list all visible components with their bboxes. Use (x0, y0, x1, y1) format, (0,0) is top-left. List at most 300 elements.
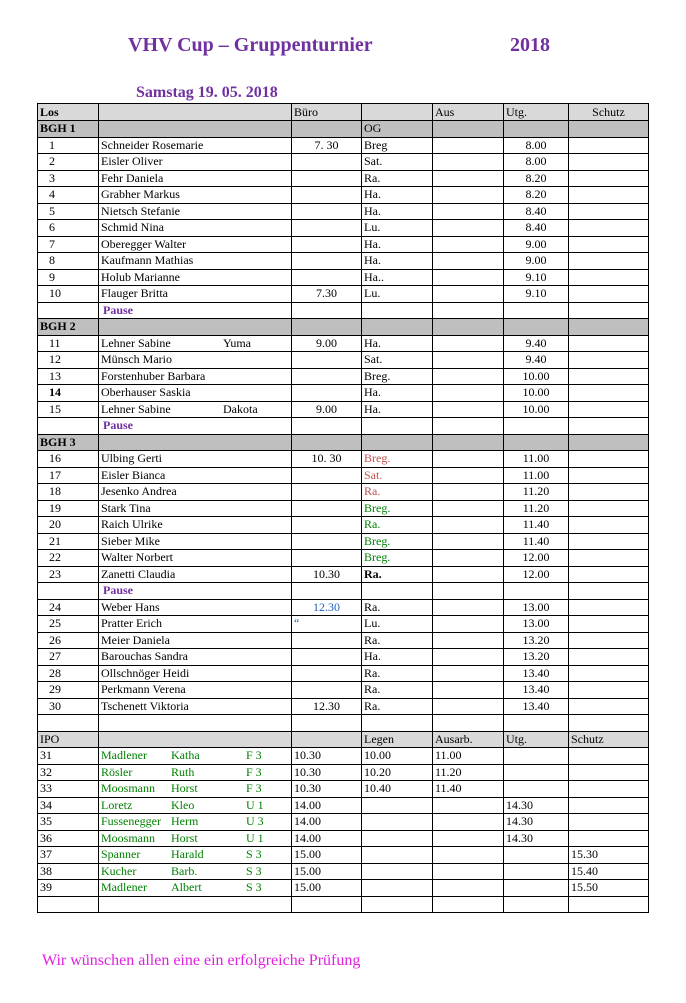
table-row (38, 484, 649, 501)
los-number: 24 (38, 599, 99, 616)
schutz-time (569, 764, 649, 781)
ipo-last-name: Loretz (101, 797, 133, 812)
buero-time (292, 236, 362, 253)
buero-time (292, 550, 362, 567)
participant-name: Barouchas Sandra (99, 649, 292, 666)
schutz-value (569, 467, 649, 484)
buero-time: 10.30 (292, 748, 362, 765)
legen-time (362, 847, 433, 864)
table-row (38, 335, 649, 352)
og-value: Lu. (362, 286, 433, 303)
empty-cell (362, 715, 433, 732)
ausarb-time (433, 797, 504, 814)
group-empty (99, 434, 292, 451)
utg-time: 9.40 (504, 335, 569, 352)
og-value: Ra. (362, 632, 433, 649)
participant-name: Münsch Mario (99, 352, 292, 369)
ipo-legen-header: Legen (362, 731, 433, 748)
utg-time: 13.40 (504, 682, 569, 699)
los-number: 31 (38, 748, 99, 765)
aus-value (433, 203, 504, 220)
pause-empty (569, 583, 649, 600)
ipo-header-row (38, 731, 649, 748)
empty-cell (433, 896, 504, 913)
schutz-value (569, 599, 649, 616)
ipo-row (38, 814, 649, 831)
table-row (38, 550, 649, 567)
utg-time: 12.00 (504, 550, 569, 567)
schutz-value (569, 550, 649, 567)
ipo-first-name: Katha (171, 748, 200, 763)
los-number: 22 (38, 550, 99, 567)
utg-time: 8.00 (504, 154, 569, 171)
handler-name: Lehner Sabine (101, 335, 171, 350)
ipo-class: S 3 (246, 880, 262, 895)
group-og (362, 319, 433, 336)
ipo-row (38, 847, 649, 864)
ipo-participant (99, 880, 292, 897)
utg-time (504, 781, 569, 798)
col-utg: Utg. (504, 104, 569, 121)
los-number: 33 (38, 781, 99, 798)
pause-empty (362, 583, 433, 600)
schutz-value (569, 368, 649, 385)
ausarb-time (433, 814, 504, 831)
aus-value (433, 385, 504, 402)
ipo-utg-header: Utg. (504, 731, 569, 748)
los-number: 9 (38, 269, 99, 286)
og-value: Ha.. (362, 269, 433, 286)
ipo-empty (99, 731, 292, 748)
utg-time: 8.40 (504, 203, 569, 220)
aus-value (433, 451, 504, 468)
aus-value (433, 500, 504, 517)
aus-value (433, 698, 504, 715)
schutz-time (569, 748, 649, 765)
schutz-value (569, 682, 649, 699)
los-number: 20 (38, 517, 99, 534)
ausarb-time (433, 847, 504, 864)
utg-time: 13.40 (504, 698, 569, 715)
pause-row (38, 418, 649, 435)
aus-value (433, 632, 504, 649)
ausarb-time: 11.40 (433, 781, 504, 798)
buero-time (292, 682, 362, 699)
table-row (38, 616, 649, 633)
buero-time (292, 368, 362, 385)
group-empty (433, 319, 504, 336)
schutz-value (569, 269, 649, 286)
header-row (38, 104, 649, 121)
ipo-first-name: Horst (171, 830, 198, 845)
ipo-first-name: Albert (171, 880, 202, 895)
group-empty (504, 434, 569, 451)
ausarb-time (433, 880, 504, 897)
og-value: Ra. (362, 682, 433, 699)
aus-value (433, 286, 504, 303)
utg-time: 9.40 (504, 352, 569, 369)
aus-value (433, 368, 504, 385)
los-number: 37 (38, 847, 99, 864)
pause-empty (292, 302, 362, 319)
og-value: Ha. (362, 253, 433, 270)
buero-time: 10.30 (292, 566, 362, 583)
table-row (38, 451, 649, 468)
schutz-time (569, 797, 649, 814)
participant-name: Pratter Erich (99, 616, 292, 633)
og-value: Lu. (362, 616, 433, 633)
group-label: BGH 2 (38, 319, 99, 336)
buero-time (292, 253, 362, 270)
og-value: Ra. (362, 484, 433, 501)
buero-time (292, 533, 362, 550)
pause-empty (362, 302, 433, 319)
pause-row (38, 302, 649, 319)
participant-name: Oberegger Walter (99, 236, 292, 253)
utg-time: 10.00 (504, 368, 569, 385)
ipo-last-name: Madlener (101, 880, 147, 895)
utg-time: 9.10 (504, 269, 569, 286)
los-number: 10 (38, 286, 99, 303)
og-value: Ra. (362, 170, 433, 187)
schutz-value (569, 220, 649, 237)
empty-cell (292, 715, 362, 732)
participant-name: Oberhauser Saskia (99, 385, 292, 402)
ipo-class: F 3 (246, 781, 262, 796)
pause-empty (292, 583, 362, 600)
group-label: BGH 3 (38, 434, 99, 451)
og-value: Ha. (362, 335, 433, 352)
los-number: 39 (38, 880, 99, 897)
utg-time: 9.00 (504, 253, 569, 270)
aus-value (433, 550, 504, 567)
schutz-value (569, 253, 649, 270)
ipo-empty (292, 731, 362, 748)
schutz-time: 15.30 (569, 847, 649, 864)
table-row (38, 401, 649, 418)
buero-time: 15.00 (292, 880, 362, 897)
ausarb-time: 11.20 (433, 764, 504, 781)
los-number: 23 (38, 566, 99, 583)
los-number: 16 (38, 451, 99, 468)
page-year: 2018 (510, 34, 550, 56)
aus-value (433, 187, 504, 204)
schutz-value (569, 137, 649, 154)
ipo-last-name: Kucher (101, 863, 137, 878)
los-number: 28 (38, 665, 99, 682)
ipo-participant (99, 830, 292, 847)
group-row (38, 434, 649, 451)
aus-value (433, 467, 504, 484)
footer-note: Wir wünschen allen eine ein erfolgreiche Prüfung (42, 952, 361, 969)
ipo-participant (99, 764, 292, 781)
og-value: Breg. (362, 533, 433, 550)
legen-time (362, 830, 433, 847)
aus-value (433, 682, 504, 699)
table-row (38, 187, 649, 204)
og-value: Ra. (362, 566, 433, 583)
participant-name: Tschenett Viktoria (99, 698, 292, 715)
utg-time: 8.00 (504, 137, 569, 154)
buero-time (292, 170, 362, 187)
og-value: Ha. (362, 187, 433, 204)
og-value: Ra. (362, 517, 433, 534)
los-number: 13 (38, 368, 99, 385)
table-row (38, 352, 649, 369)
table-row (38, 236, 649, 253)
participant-name (99, 401, 292, 418)
group-empty (569, 121, 649, 138)
schedule-table (37, 103, 649, 913)
ipo-class: S 3 (246, 863, 262, 878)
aus-value (433, 253, 504, 270)
pause-empty (362, 418, 433, 435)
los-number: 17 (38, 467, 99, 484)
legen-time (362, 863, 433, 880)
pause-empty (504, 418, 569, 435)
participant-name: Weber Hans (99, 599, 292, 616)
participant-name: Forstenhuber Barbara (99, 368, 292, 385)
utg-time: 11.40 (504, 533, 569, 550)
ipo-label: IPO (38, 731, 99, 748)
schutz-value (569, 286, 649, 303)
group-empty (569, 434, 649, 451)
ipo-ausarb-header: Ausarb. (433, 731, 504, 748)
participant-name: Walter Norbert (99, 550, 292, 567)
buero-time (292, 203, 362, 220)
buero-time: 10.30 (292, 764, 362, 781)
buero-time: 9.00 (292, 401, 362, 418)
group-row (38, 121, 649, 138)
aus-value (433, 517, 504, 534)
participant-name: Grabher Markus (99, 187, 292, 204)
participant-name: Meier Daniela (99, 632, 292, 649)
pause-empty (433, 418, 504, 435)
table-row (38, 649, 649, 666)
table-row (38, 154, 649, 171)
schutz-value (569, 385, 649, 402)
col-aus: Aus (433, 104, 504, 121)
los-number: 8 (38, 253, 99, 270)
participant-name: Nietsch Stefanie (99, 203, 292, 220)
group-empty (433, 434, 504, 451)
los-number: 19 (38, 500, 99, 517)
legen-time: 10.40 (362, 781, 433, 798)
empty-cell (38, 896, 99, 913)
ipo-last-name: Moosmann (101, 830, 155, 845)
schutz-time (569, 814, 649, 831)
og-value: Ra. (362, 665, 433, 682)
empty-cell (362, 896, 433, 913)
utg-time: 13.00 (504, 616, 569, 633)
los-number: 36 (38, 830, 99, 847)
participant-name: Sieber Mike (99, 533, 292, 550)
table-row (38, 269, 649, 286)
schutz-value (569, 203, 649, 220)
buero-time: 14.00 (292, 814, 362, 831)
los-number: 4 (38, 187, 99, 204)
pause-los (38, 583, 99, 600)
ipo-first-name: Ruth (171, 764, 195, 779)
buero-time: 15.00 (292, 847, 362, 864)
group-empty (504, 121, 569, 138)
participant-name: Eisler Oliver (99, 154, 292, 171)
los-number: 2 (38, 154, 99, 171)
aus-value (433, 236, 504, 253)
schutz-value (569, 484, 649, 501)
schutz-value (569, 698, 649, 715)
participant-name: Schneider Rosemarie (99, 137, 292, 154)
buero-time (292, 352, 362, 369)
utg-time (504, 764, 569, 781)
ipo-participant (99, 748, 292, 765)
empty-cell (99, 896, 292, 913)
los-number: 26 (38, 632, 99, 649)
ipo-first-name: Barb. (171, 863, 198, 878)
participant-name: Raich Ulrike (99, 517, 292, 534)
table-row (38, 137, 649, 154)
pause-label: Pause (99, 583, 292, 600)
schutz-value (569, 566, 649, 583)
aus-value (433, 401, 504, 418)
ipo-last-name: Rösler (101, 764, 133, 779)
legen-time (362, 814, 433, 831)
ausarb-time (433, 830, 504, 847)
ipo-first-name: Horst (171, 781, 198, 796)
los-number: 38 (38, 863, 99, 880)
empty-cell (433, 715, 504, 732)
og-value: Sat. (362, 467, 433, 484)
aus-value (433, 335, 504, 352)
utg-time: 11.20 (504, 500, 569, 517)
los-number: 32 (38, 764, 99, 781)
los-number: 11 (38, 335, 99, 352)
ipo-class: U 1 (246, 797, 264, 812)
table-row (38, 682, 649, 699)
aus-value (433, 484, 504, 501)
og-value: Breg. (362, 451, 433, 468)
buero-time: 14.00 (292, 797, 362, 814)
ipo-class: F 3 (246, 748, 262, 763)
buero-time: 14.00 (292, 830, 362, 847)
schutz-value (569, 649, 649, 666)
ipo-class: S 3 (246, 847, 262, 862)
los-number: 15 (38, 401, 99, 418)
buero-time (292, 269, 362, 286)
ipo-first-name: Kleo (171, 797, 195, 812)
utg-time (504, 847, 569, 864)
los-number: 1 (38, 137, 99, 154)
ipo-row (38, 764, 649, 781)
col-schutz: Schutz (569, 104, 649, 121)
empty-cell (569, 896, 649, 913)
empty-cell (504, 715, 569, 732)
utg-time: 10.00 (504, 401, 569, 418)
ipo-row (38, 781, 649, 798)
ipo-class: U 3 (246, 814, 264, 829)
handler-name: Lehner Sabine (101, 401, 171, 416)
og-value: Ha. (362, 236, 433, 253)
aus-value (433, 616, 504, 633)
og-value: Breg. (362, 368, 433, 385)
schutz-value (569, 616, 649, 633)
aus-value (433, 352, 504, 369)
participant-name: Flauger Britta (99, 286, 292, 303)
og-value: Sat. (362, 352, 433, 369)
participant-name: Zanetti Claudia (99, 566, 292, 583)
utg-time: 13.20 (504, 649, 569, 666)
table-row (38, 203, 649, 220)
table-row (38, 368, 649, 385)
pause-empty (504, 583, 569, 600)
ipo-first-name: Herm (171, 814, 199, 829)
ipo-class: U 1 (246, 830, 264, 845)
col-los: Los (38, 104, 99, 121)
ipo-schutz-header: Schutz (569, 731, 649, 748)
schutz-value (569, 187, 649, 204)
page-title: VHV Cup – Gruppenturnier (128, 34, 373, 56)
ipo-last-name: Fussenegger (101, 814, 161, 829)
pause-empty (433, 583, 504, 600)
table-row (38, 533, 649, 550)
event-date: Samstag 19. 05. 2018 (136, 84, 278, 101)
schutz-value (569, 154, 649, 171)
utg-time: 9.00 (504, 236, 569, 253)
pause-los (38, 418, 99, 435)
dog-name: Dakota (223, 401, 258, 416)
utg-time: 13.20 (504, 632, 569, 649)
buero-time (292, 385, 362, 402)
utg-time: 8.20 (504, 187, 569, 204)
table-row (38, 517, 649, 534)
group-empty (99, 319, 292, 336)
buero-time: 7. 30 (292, 137, 362, 154)
utg-time: 14.30 (504, 830, 569, 847)
aus-value (433, 566, 504, 583)
buero-time (292, 665, 362, 682)
los-number: 5 (38, 203, 99, 220)
participant-name: Stark Tina (99, 500, 292, 517)
ausarb-time: 11.00 (433, 748, 504, 765)
ipo-row (38, 863, 649, 880)
table-row (38, 385, 649, 402)
schutz-value (569, 665, 649, 682)
col-og (362, 104, 433, 121)
og-value: Breg. (362, 500, 433, 517)
pause-empty (292, 418, 362, 435)
ipo-row (38, 748, 649, 765)
buero-time: 9.00 (292, 335, 362, 352)
utg-time: 13.00 (504, 599, 569, 616)
aus-value (433, 154, 504, 171)
ipo-class: F 3 (246, 764, 262, 779)
schutz-time: 15.50 (569, 880, 649, 897)
empty-cell (292, 896, 362, 913)
og-value: Ha. (362, 649, 433, 666)
table-row (38, 170, 649, 187)
los-number: 14 (38, 385, 99, 402)
schutz-value (569, 335, 649, 352)
group-empty (292, 434, 362, 451)
utg-time: 11.00 (504, 451, 569, 468)
utg-time (504, 880, 569, 897)
buero-time: 12.30 (292, 599, 362, 616)
pause-empty (569, 302, 649, 319)
utg-time: 13.40 (504, 665, 569, 682)
pause-empty (433, 302, 504, 319)
schutz-value (569, 401, 649, 418)
empty-cell (569, 715, 649, 732)
